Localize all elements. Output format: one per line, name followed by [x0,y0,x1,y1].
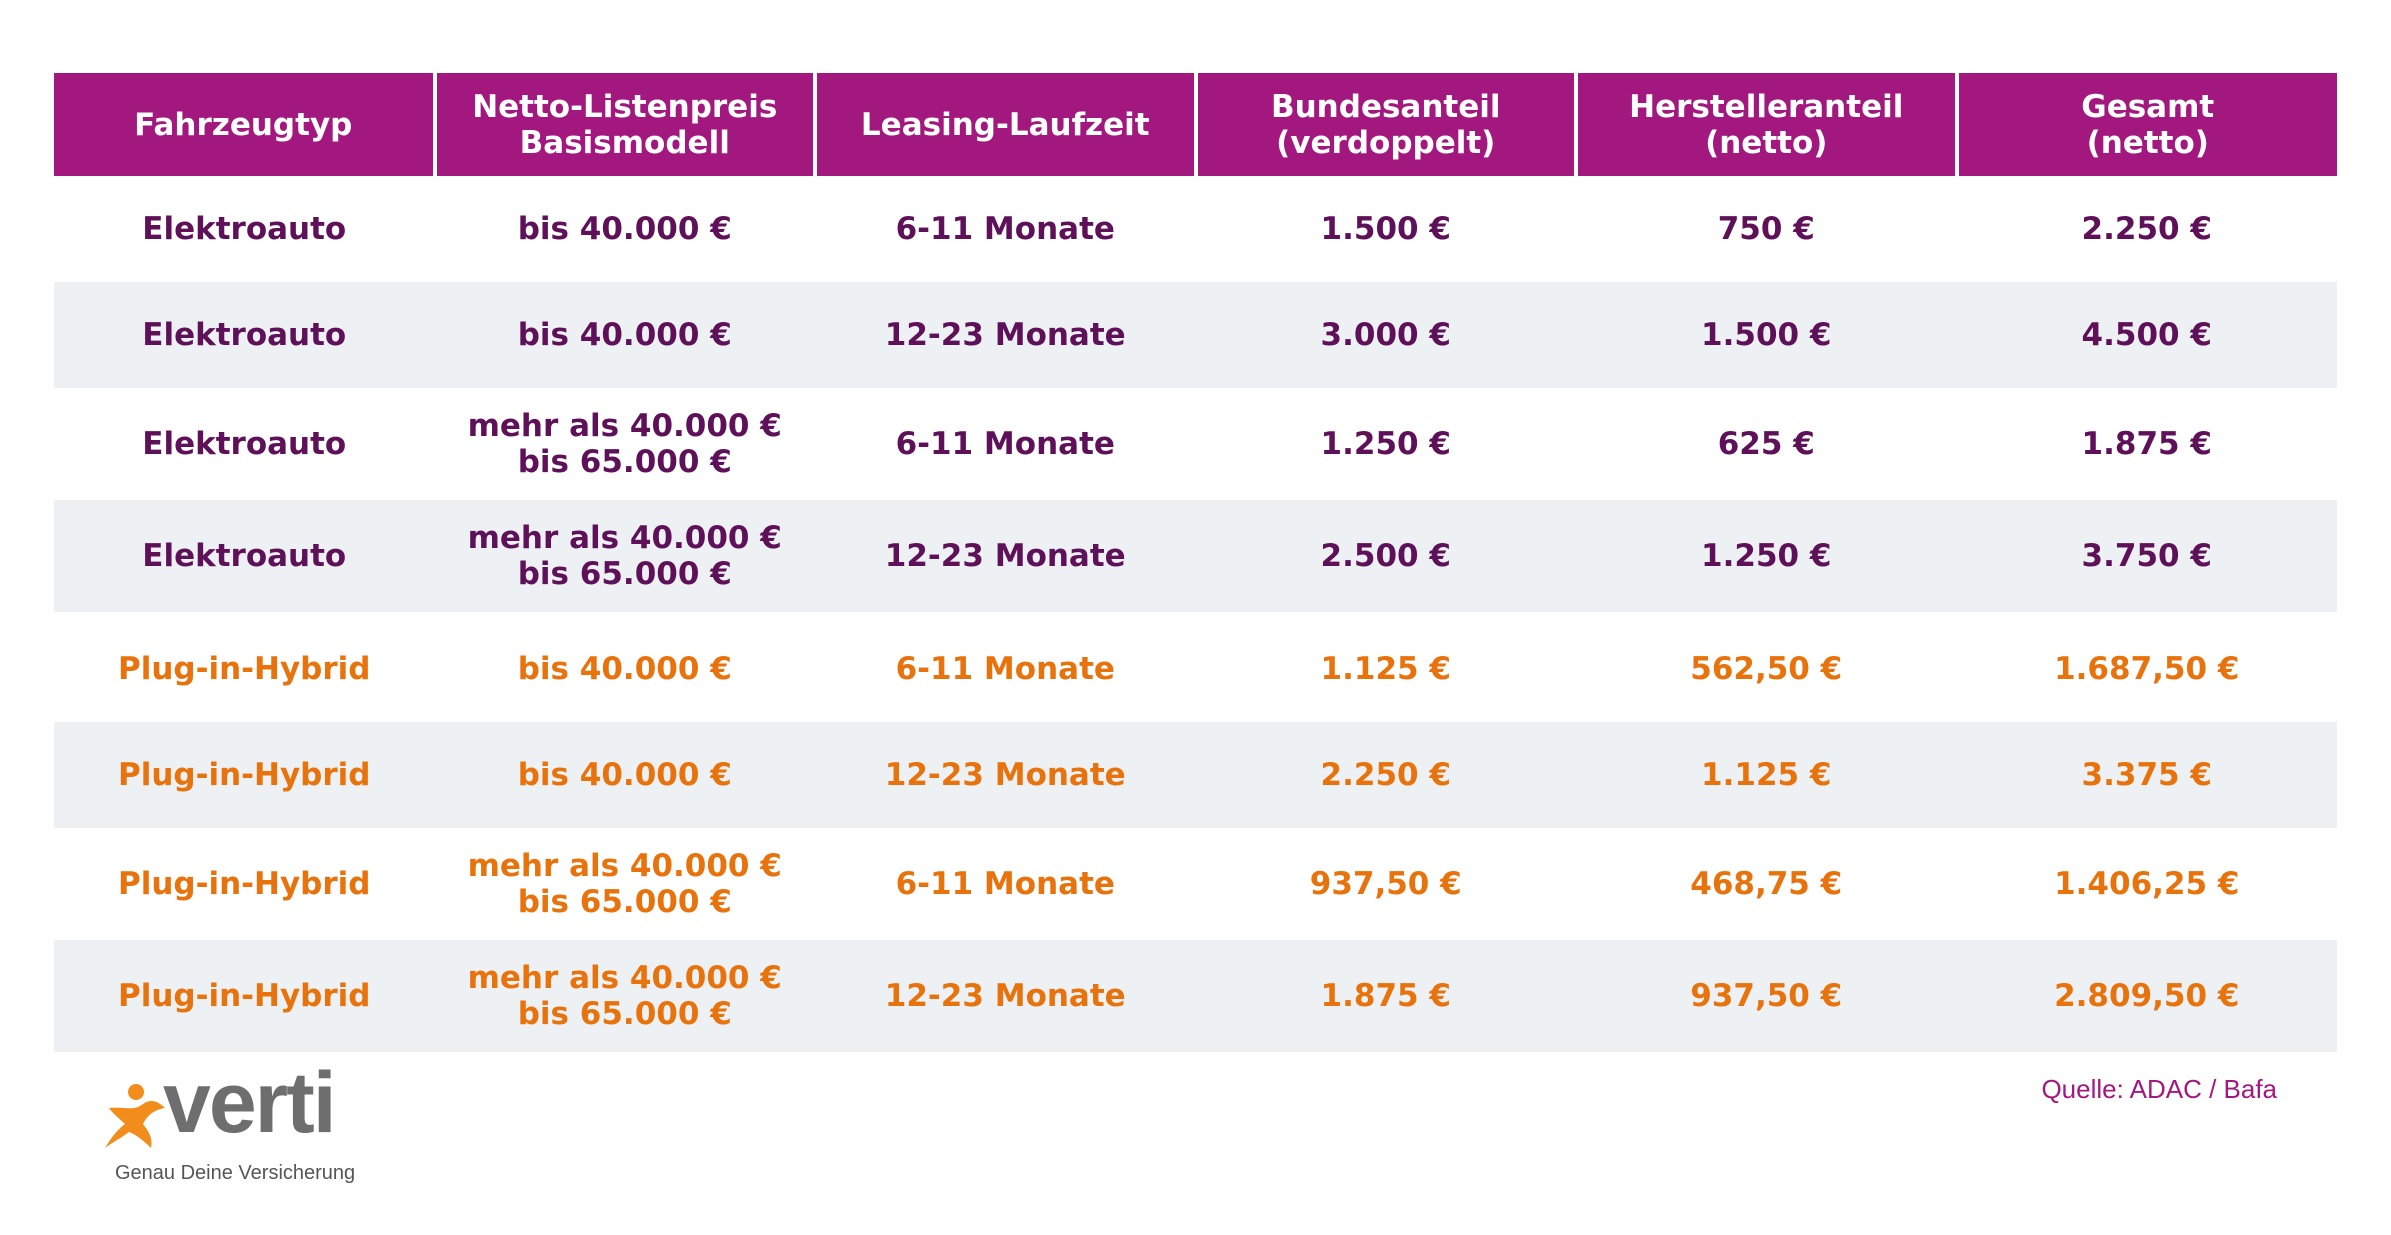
header-line: Basismodell [519,124,730,161]
cell-gesamt [1957,500,2338,612]
cell-line: 3.750 € [2081,538,2212,574]
cell-line: 2.500 € [1320,538,1451,574]
table-body [54,176,2337,1052]
cell-line: 1.500 € [1320,211,1451,247]
cell-line: 6-11 Monate [895,866,1115,902]
cell-line: 625 € [1717,426,1815,462]
cell-laufzeit [815,722,1196,828]
cell-line: Plug-in-Hybrid [118,866,371,902]
cell-line: 468,75 € [1690,866,1843,902]
cell-laufzeit [815,388,1196,500]
header-line: Fahrzeugtyp [134,106,353,143]
header-line: Herstelleranteil [1629,88,1904,125]
cell-bundesanteil [1196,616,1577,722]
cell-line: 937,50 € [1309,866,1462,902]
table-row [54,940,2337,1052]
cell-line: bis 65.000 € [517,884,732,920]
cell-herstelleranteil [1576,616,1957,722]
cell-herstelleranteil [1576,500,1957,612]
header-laufzeit [815,73,1196,176]
cell-line: 750 € [1717,211,1815,247]
cell-listenpreis [435,388,816,500]
cell-bundesanteil [1196,722,1577,828]
cell-gesamt [1957,722,2338,828]
logo-tagline: Genau Deine Versicherung [115,1162,356,1184]
header-fahrzeugtyp [54,73,435,176]
cell-fahrzeugtyp [54,176,435,282]
cell-line: mehr als 40.000 € [467,520,782,556]
cell-laufzeit [815,616,1196,722]
header-line: (netto) [1705,124,1828,161]
subsidy-table [54,73,2337,1052]
table-row [54,176,2337,282]
cell-line: 562,50 € [1690,651,1843,687]
cell-line: mehr als 40.000 € [467,848,782,884]
cell-line: 1.406,25 € [2054,866,2240,902]
cell-bundesanteil [1196,282,1577,388]
cell-fahrzeugtyp [54,282,435,388]
header-line: (verdoppelt) [1276,124,1496,161]
cell-line: bis 65.000 € [517,996,732,1032]
cell-bundesanteil [1196,388,1577,500]
header-bundesanteil [1196,73,1577,176]
cell-line: bis 65.000 € [517,556,732,592]
cell-line: 1.250 € [1320,426,1451,462]
cell-line: 2.250 € [1320,757,1451,793]
cell-laufzeit [815,176,1196,282]
cell-line: bis 65.000 € [517,444,732,480]
cell-laufzeit [815,940,1196,1052]
cell-line: Elektroauto [142,211,347,247]
cell-fahrzeugtyp [54,828,435,940]
cell-line: 12-23 Monate [884,317,1126,353]
cell-line: Elektroauto [142,426,347,462]
cell-bundesanteil [1196,828,1577,940]
cell-line: Plug-in-Hybrid [118,651,371,687]
header-gesamt [1957,73,2338,176]
cell-line: 6-11 Monate [895,426,1115,462]
cell-line: 1.125 € [1701,757,1832,793]
cell-fahrzeugtyp [54,940,435,1052]
cell-line: mehr als 40.000 € [467,408,782,444]
cell-listenpreis [435,282,816,388]
cell-listenpreis [435,828,816,940]
cell-gesamt [1957,828,2338,940]
header-line: Gesamt [2081,88,2215,125]
cell-line: 1.500 € [1701,317,1832,353]
cell-gesamt [1957,940,2338,1052]
cell-line: 3.375 € [2081,757,2212,793]
logo-wordmark: verti [163,1055,335,1151]
cell-line: 1.875 € [2081,426,2212,462]
cell-herstelleranteil [1576,940,1957,1052]
table-row [54,722,2337,828]
table-row [54,616,2337,722]
cell-line: Elektroauto [142,317,347,353]
cell-line: 1.250 € [1701,538,1832,574]
table-header-row [54,73,2337,176]
cell-gesamt [1957,282,2338,388]
cell-laufzeit [815,282,1196,388]
subsidy-table-wrapper [54,73,2337,1052]
cell-herstelleranteil [1576,176,1957,282]
cell-line: 2.809,50 € [2054,978,2240,1014]
cell-listenpreis [435,616,816,722]
table-row [54,282,2337,388]
cell-line: 937,50 € [1690,978,1843,1014]
cell-line: 2.250 € [2081,211,2212,247]
cell-line: bis 40.000 € [517,211,732,247]
header-herstelleranteil [1576,73,1957,176]
cell-line: bis 40.000 € [517,651,732,687]
header-line: (netto) [2086,124,2209,161]
cell-line: Plug-in-Hybrid [118,757,371,793]
cell-gesamt [1957,616,2338,722]
cell-line: bis 40.000 € [517,757,732,793]
header-listenpreis [435,73,816,176]
cell-line: Elektroauto [142,538,347,574]
source-note: Quelle: ADAC / Bafa [2041,1074,2277,1104]
cell-line: bis 40.000 € [517,317,732,353]
cell-line: 1.687,50 € [2054,651,2240,687]
cell-line: mehr als 40.000 € [467,960,782,996]
cell-line: 1.125 € [1320,651,1451,687]
cell-laufzeit [815,500,1196,612]
cell-bundesanteil [1196,500,1577,612]
cell-listenpreis [435,500,816,612]
header-line: Bundesanteil [1270,88,1501,125]
cell-line: 4.500 € [2081,317,2212,353]
cell-line: 6-11 Monate [895,211,1115,247]
cell-laufzeit [815,828,1196,940]
table-row [54,388,2337,500]
cell-listenpreis [435,176,816,282]
cell-line: Plug-in-Hybrid [118,978,371,1014]
table-row [54,500,2337,612]
cell-line: 12-23 Monate [884,978,1126,1014]
cell-herstelleranteil [1576,828,1957,940]
cell-line: 12-23 Monate [884,538,1126,574]
cell-fahrzeugtyp [54,388,435,500]
cell-line: 12-23 Monate [884,757,1126,793]
cell-fahrzeugtyp [54,722,435,828]
cell-listenpreis [435,722,816,828]
cell-fahrzeugtyp [54,500,435,612]
header-line: Leasing-Laufzeit [860,106,1150,143]
cell-line: 6-11 Monate [895,651,1115,687]
header-line: Netto-Listenpreis [472,88,778,125]
cell-listenpreis [435,940,816,1052]
cell-herstelleranteil [1576,388,1957,500]
cell-herstelleranteil [1576,282,1957,388]
cell-herstelleranteil [1576,722,1957,828]
cell-gesamt [1957,176,2338,282]
cell-line: 1.875 € [1320,978,1451,1014]
cell-fahrzeugtyp [54,616,435,722]
cell-line: 3.000 € [1320,317,1451,353]
cell-bundesanteil [1196,940,1577,1052]
cell-gesamt [1957,388,2338,500]
cell-bundesanteil [1196,176,1577,282]
table-row [54,828,2337,940]
